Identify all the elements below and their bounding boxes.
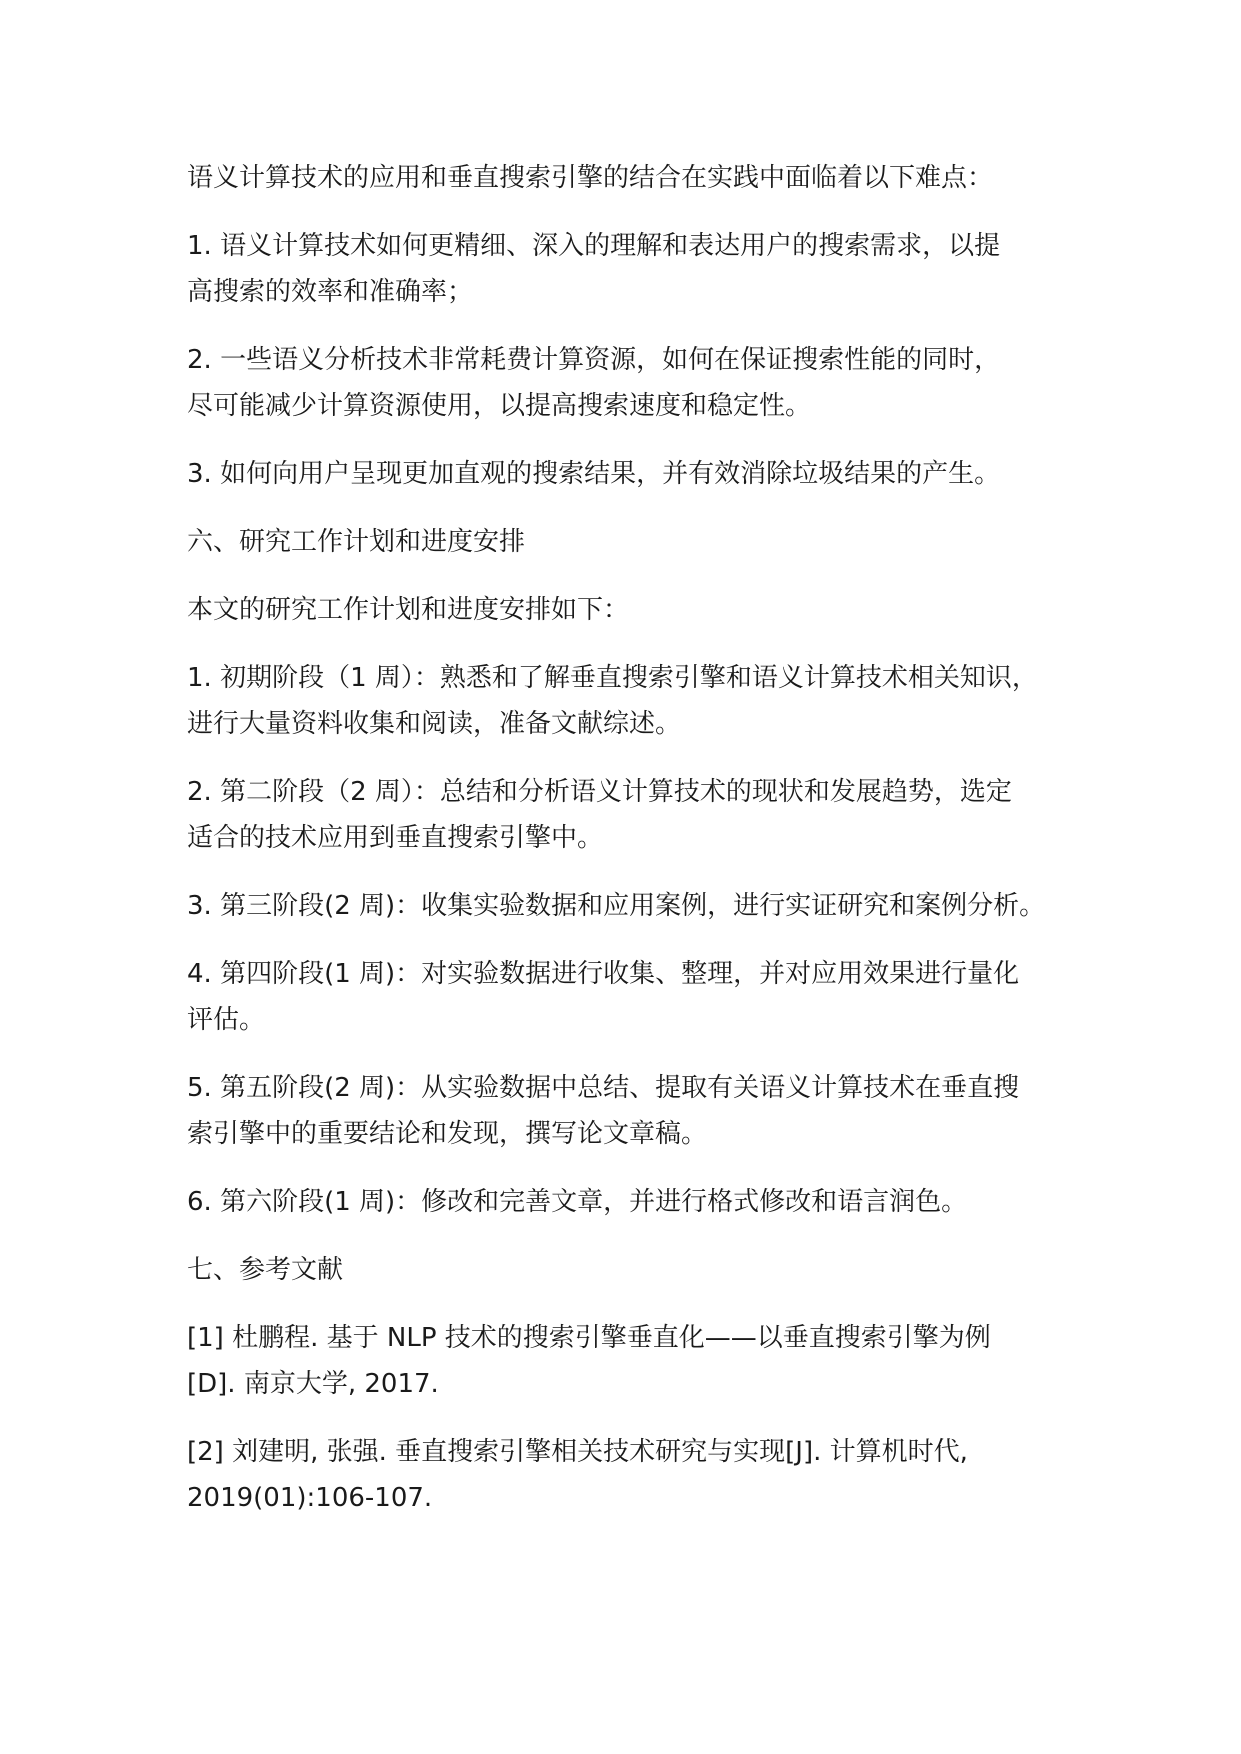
section-heading-plan xyxy=(187,519,1087,565)
text-line: 高搜索的效率和准确率； xyxy=(187,277,474,307)
document-page xyxy=(187,155,1087,1543)
text-line: [1] 杜鹏程. 基于 NLP 技术的搜索引擎垂直化——以垂直搜索引擎为例 xyxy=(187,1323,991,1353)
plan-item-4 xyxy=(187,951,1087,1043)
text-line: 3. 如何向用户呈现更加直观的搜索结果，并有效消除垃圾结果的产生。 xyxy=(187,459,1001,489)
text-line: 3. 第三阶段(2 周)：收集实验数据和应用案例，进行实证研究和案例分析。 xyxy=(187,891,1046,921)
difficulty-item-2 xyxy=(187,337,1087,429)
plan-item-5 xyxy=(187,1065,1087,1157)
plan-intro-paragraph xyxy=(187,587,1087,633)
reference-item-1 xyxy=(187,1315,1087,1407)
text-line: [2] 刘建明, 张强. 垂直搜索引擎相关技术研究与实现[J]. 计算机时代, xyxy=(187,1437,968,1467)
text-line: 评估。 xyxy=(187,1005,266,1035)
text-line: 七、参考文献 xyxy=(187,1255,344,1285)
text-line: 六、研究工作计划和进度安排 xyxy=(187,527,526,557)
text-line: 4. 第四阶段(1 周)：对实验数据进行收集、整理，并对应用效果进行量化 xyxy=(187,959,1020,989)
text-line: 适合的技术应用到垂直搜索引擎中。 xyxy=(187,823,604,853)
plan-item-3 xyxy=(187,883,1087,929)
intro-paragraph xyxy=(187,155,1087,201)
plan-item-1 xyxy=(187,655,1087,747)
text-line: 2. 一些语义分析技术非常耗费计算资源，如何在保证搜索性能的同时， xyxy=(187,345,1001,375)
difficulty-item-1 xyxy=(187,223,1087,315)
text-line: 6. 第六阶段(1 周)：修改和完善文章，并进行格式修改和语言润色。 xyxy=(187,1187,968,1217)
text-line: [D]. 南京大学, 2017. xyxy=(187,1369,439,1399)
section-heading-references xyxy=(187,1247,1087,1293)
text-line: 5. 第五阶段(2 周)：从实验数据中总结、提取有关语义计算技术在垂直搜 xyxy=(187,1073,1020,1103)
text-line: 进行大量资料收集和阅读，准备文献综述。 xyxy=(187,709,682,739)
text-line: 本文的研究工作计划和进度安排如下： xyxy=(187,595,630,625)
text-line: 语义计算技术的应用和垂直搜索引擎的结合在实践中面临着以下难点： xyxy=(187,163,994,193)
text-line: 尽可能减少计算资源使用，以提高搜索速度和稳定性。 xyxy=(187,391,812,421)
text-line: 索引擎中的重要结论和发现，撰写论文章稿。 xyxy=(187,1119,708,1149)
reference-item-2 xyxy=(187,1429,1087,1521)
plan-item-6 xyxy=(187,1179,1087,1225)
text-line: 2. 第二阶段（2 周）：总结和分析语义计算技术的现状和发展趋势，选定 xyxy=(187,777,1012,807)
text-line: 2019(01):106-107. xyxy=(187,1483,433,1513)
text-line: 1. 语义计算技术如何更精细、深入的理解和表达用户的搜索需求，以提 xyxy=(187,231,1001,261)
text-line: 1. 初期阶段（1 周）：熟悉和了解垂直搜索引擎和语义计算技术相关知识， xyxy=(187,663,1038,693)
difficulty-item-3 xyxy=(187,451,1087,497)
plan-item-2 xyxy=(187,769,1087,861)
